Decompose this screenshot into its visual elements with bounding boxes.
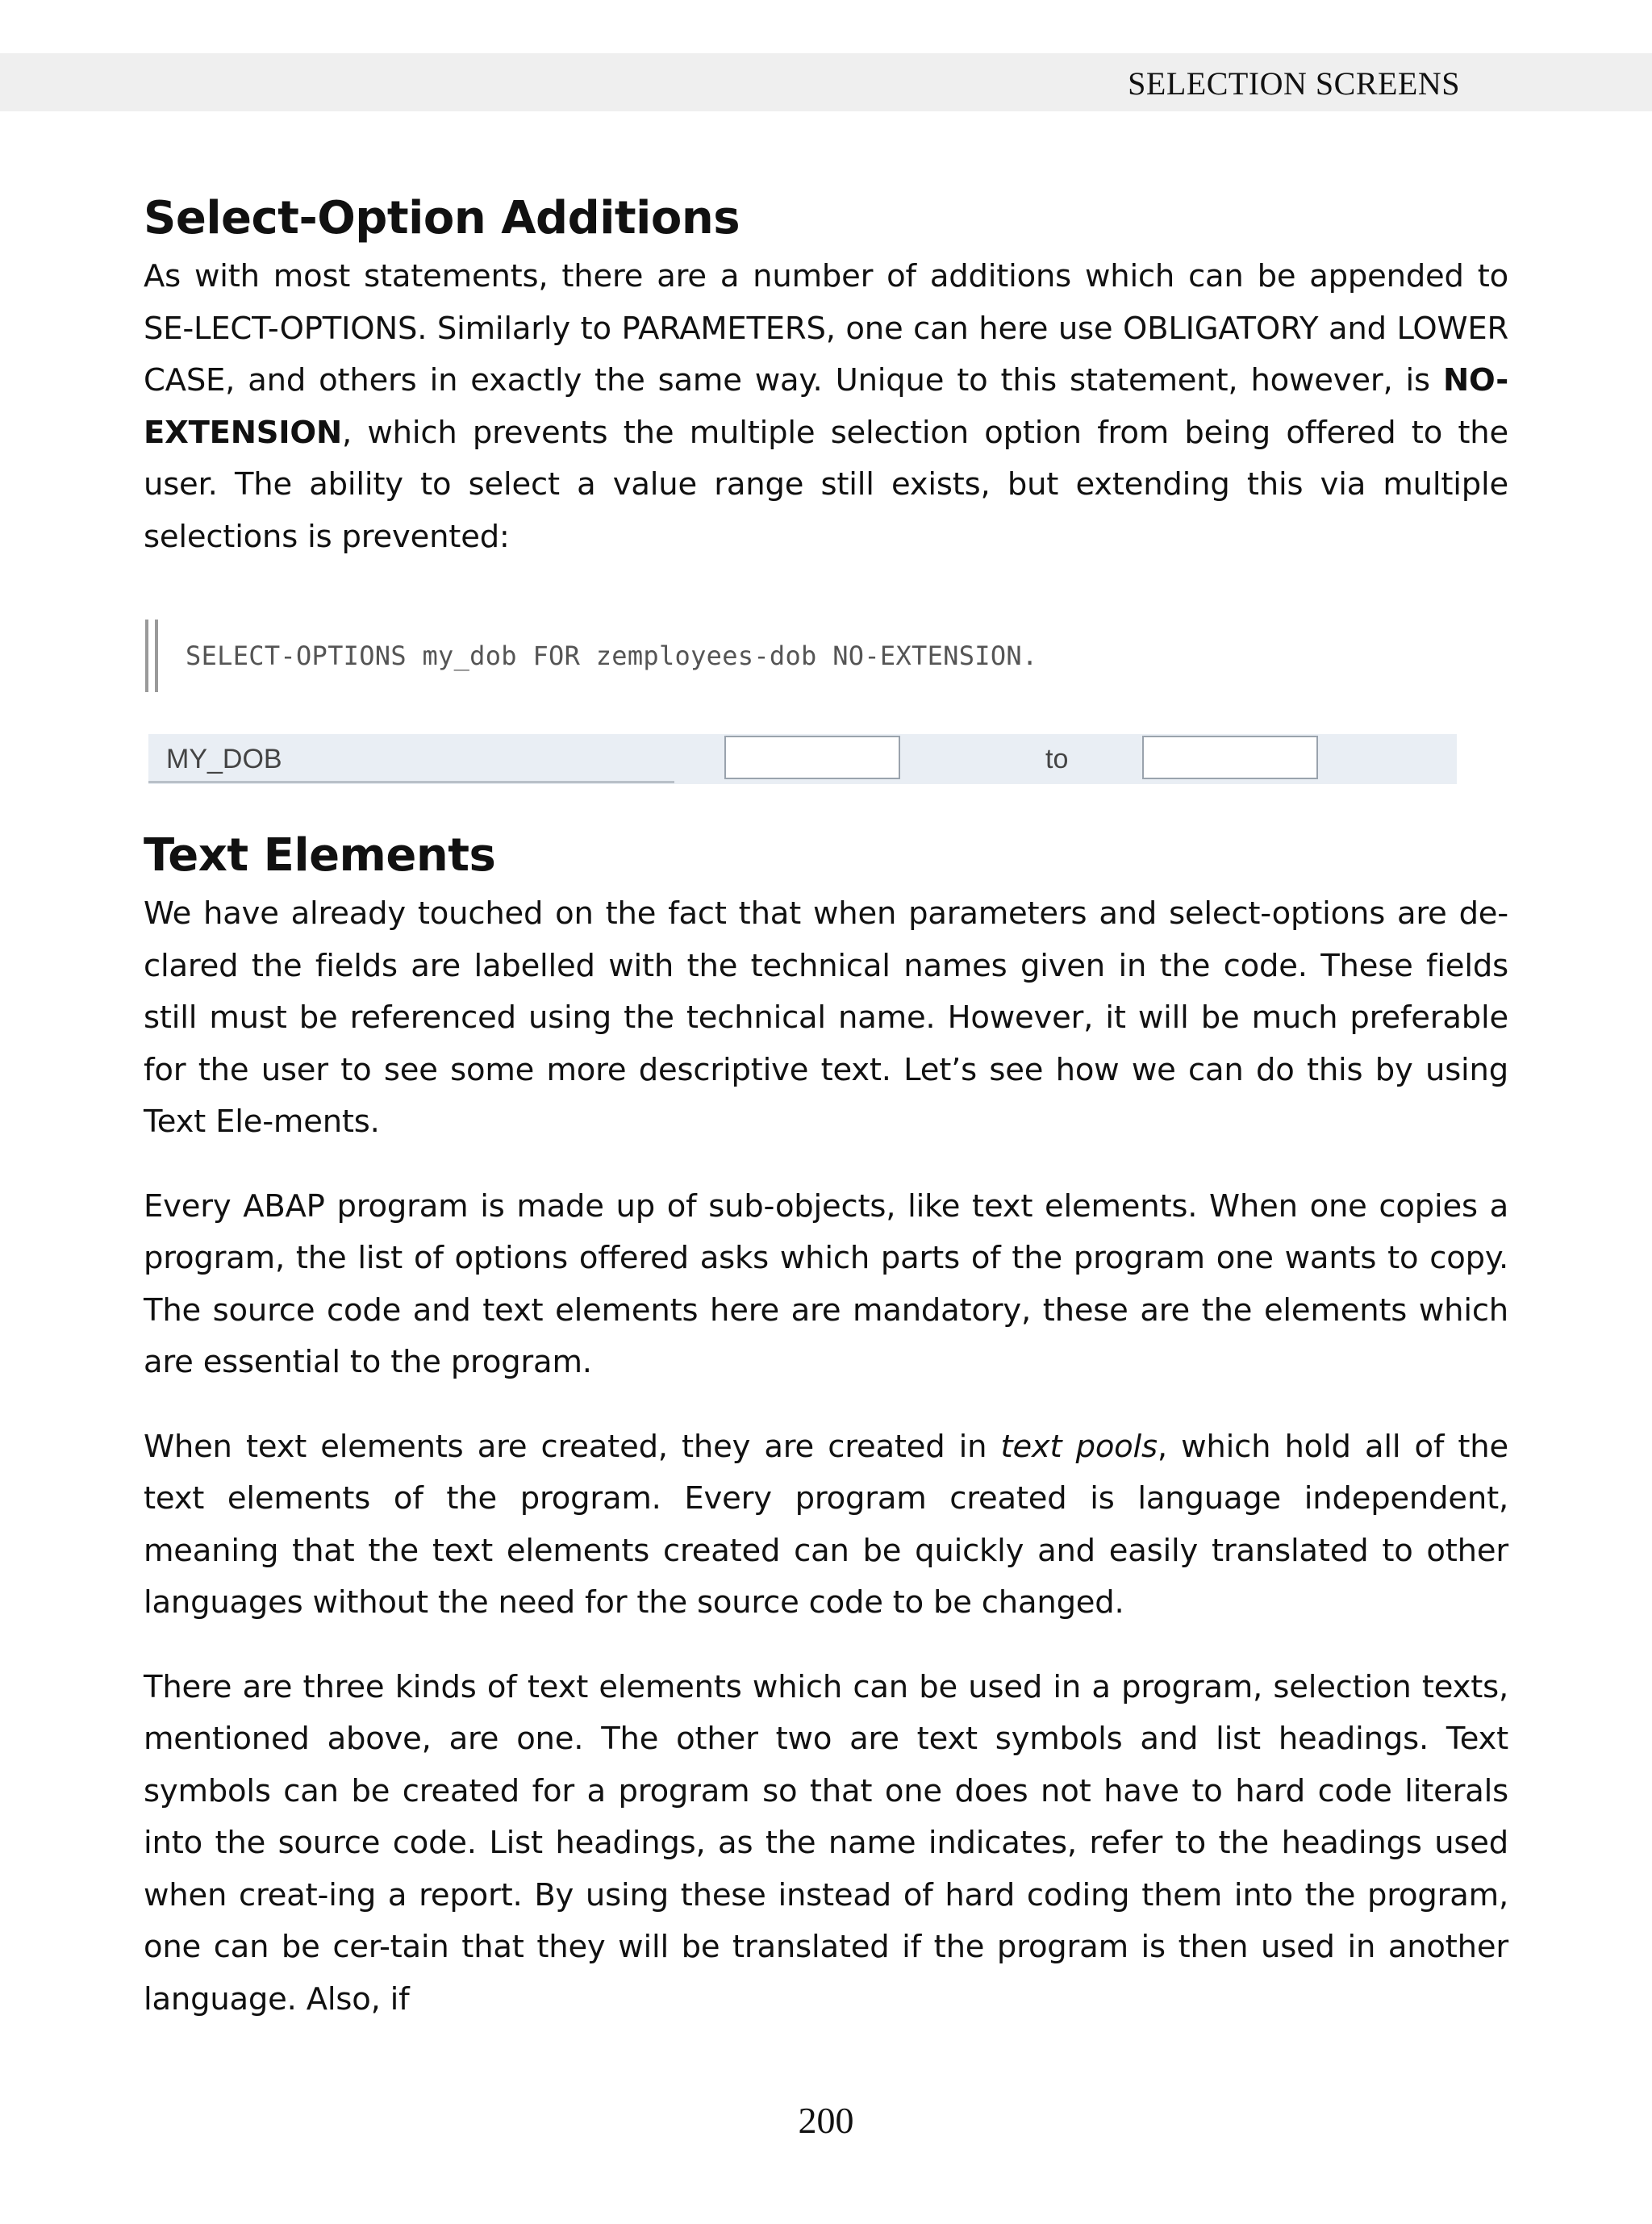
paragraph-text: As with most statements, there are a number of additions which can be appended to SE-LECT-OPTIONS. Similarly to PARAMETERS, one can here use OBLIGATORY and LOWER CASE, and others in exactly the same way. Unique to this statement, however, is <box>144 258 1508 398</box>
code-margin-bar <box>145 620 148 692</box>
running-header-title: SELECTION SCREENS <box>1128 65 1460 102</box>
code-line: SELECT-OPTIONS my_dob FOR zemployees-dob NO-EXTENSION. <box>186 640 1038 671</box>
paragraph-text-elements-intro: We have already touched on the fact that when parameters and select-options are de-clared the fields are labelled with the technical names given in the code. These fields still must be referenced using the technical name. However, it will be much preferable for the user to see some more descriptive text. Let’s see how we can do this by using Text Ele-ments. <box>144 895 1508 1140</box>
section-heading-text-elements: Text Elements <box>144 829 496 882</box>
section-heading-select-option-additions: Select-Option Additions <box>144 192 740 244</box>
field-label-my-dob: MY_DOB <box>166 744 282 774</box>
page-content <box>144 192 1508 2026</box>
paragraph-kinds-of-text-elements: There are three kinds of text elements which can be used in a program, selection texts, mentioned above, are one. The other two are text symbols and list headings. Text symbols can be created for a program so that one does not have to hard code literals into the source code. List headings, as the name indicates, refer to the headings used when creat-ing a report. By using these instead of hard coding them into the program, one can be cer-tain that they will be translated if the program is then used in another language. Also, if <box>144 1668 1508 2017</box>
paragraph-text: , which hold all of the text elements of the program. Every program created is language independent, meaning that the text elements created can be quickly and easily translated to other languages without the need for the source code to be changed. <box>144 1428 1508 1621</box>
paragraph-text: When text elements are created, they are created in <box>144 1428 1001 1465</box>
high-value-input[interactable] <box>1142 736 1318 779</box>
italic-term-text-pools: text pools <box>1000 1428 1158 1465</box>
range-to-label: to <box>1045 744 1069 774</box>
low-value-input[interactable] <box>724 736 900 779</box>
field-label-underline <box>148 781 674 783</box>
selection-screen-screenshot <box>148 734 1457 784</box>
paragraph-text-pools <box>144 1421 1508 1629</box>
page-number: 200 <box>798 2100 854 2141</box>
section-text-elements <box>144 829 1508 2026</box>
paragraph-text: , which prevents the multiple selection option from being offered to the user. The ability to select a value range still exists, but extending this via multiple selections is prevented: <box>144 414 1508 555</box>
bold-term-no-extension: NO-EXTENSION <box>144 362 1508 451</box>
paragraph-sub-objects: Every ABAP program is made up of sub-objects, like text elements. When one copies a program, the list of options offered asks which parts of the program one wants to copy. The source code and text elements here are mandatory, these are the elements which are essential to the program. <box>144 1187 1508 1380</box>
running-header <box>0 53 1652 111</box>
code-snippet <box>145 620 1508 695</box>
code-margin-bar <box>155 620 158 692</box>
paragraph-select-option-additions <box>144 251 1508 563</box>
